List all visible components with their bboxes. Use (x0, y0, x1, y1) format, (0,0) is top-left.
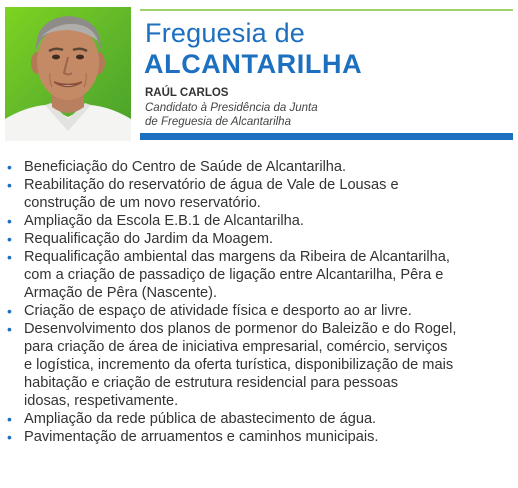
bullet-icon: • (7, 213, 12, 229)
list-item-line: para criação de área de iniciativa empresarial, comércio, serviços (24, 339, 448, 355)
list-item-line: com a criação de passadiço de ligação entre Alcantarilha, Pêra e (24, 267, 444, 283)
list-item-line: Desenvolvimento dos planos de pormenor do Baleizão e do Rogel, (24, 321, 457, 337)
list-item-line: Ampliação da Escola E.B.1 de Alcantarilha. (24, 213, 304, 229)
list-item-line: e logística, incremento da oferta turística, disponibilização de mais (24, 357, 454, 373)
bullet-icon: • (7, 321, 12, 337)
list-item-line: Criação de espaço de atividade física e desporto ao ar livre. (24, 303, 412, 319)
candidate-role-line-1: Candidato à Presidência da Junta (145, 102, 318, 114)
parish-title-name: ALCANTARILHA (144, 49, 363, 79)
bullet-icon: • (7, 429, 12, 445)
bullet-icon: • (7, 177, 12, 193)
list-item (4, 410, 516, 428)
list-item-line: construção de um novo reservatório. (24, 195, 261, 211)
list-item (4, 320, 516, 410)
parish-title-prefix: Freguesia de (145, 18, 305, 48)
list-item-line: Beneficiação do Centro de Saúde de Alcantarilha. (24, 159, 347, 175)
list-item-line: habitação e criação de estrutura residencial para pessoas (24, 375, 398, 391)
bullet-icon: • (7, 411, 12, 427)
proposals-list (4, 158, 516, 446)
list-item (4, 428, 516, 446)
title-divider-top (140, 9, 513, 11)
header-divider-bottom (140, 133, 513, 140)
list-item-line: Pavimentação de arruamentos e caminhos municipais. (24, 429, 379, 445)
list-item-line: Requalificação ambiental das margens da Ribeira de Alcantarilha, (24, 249, 450, 265)
list-item (4, 158, 516, 176)
candidate-role (145, 101, 318, 129)
list-item-line: idosas, respetivamente. (24, 393, 179, 409)
list-item (4, 302, 516, 320)
candidate-name: RAÚL CARLOS (145, 87, 229, 99)
list-item (4, 212, 516, 230)
candidate-photo (5, 7, 131, 141)
list-item (4, 248, 516, 302)
candidate-role-line-2: de Freguesia de Alcantarilha (145, 116, 291, 128)
portrait-image (5, 7, 131, 141)
bullet-icon: • (7, 249, 12, 265)
bullet-icon: • (7, 159, 12, 175)
list-item-line: Requalificação do Jardim da Moagem. (24, 231, 274, 247)
list-item-line: Ampliação da rede pública de abastecimento de água. (24, 411, 377, 427)
list-item-line: Armação de Pêra (Nascente). (24, 285, 218, 301)
bullet-icon: • (7, 303, 12, 319)
bullet-icon: • (7, 231, 12, 247)
list-item (4, 230, 516, 248)
list-item (4, 176, 516, 212)
candidate-header (0, 0, 518, 148)
list-item-line: Reabilitação do reservatório de água de Vale de Lousas e (24, 177, 399, 193)
